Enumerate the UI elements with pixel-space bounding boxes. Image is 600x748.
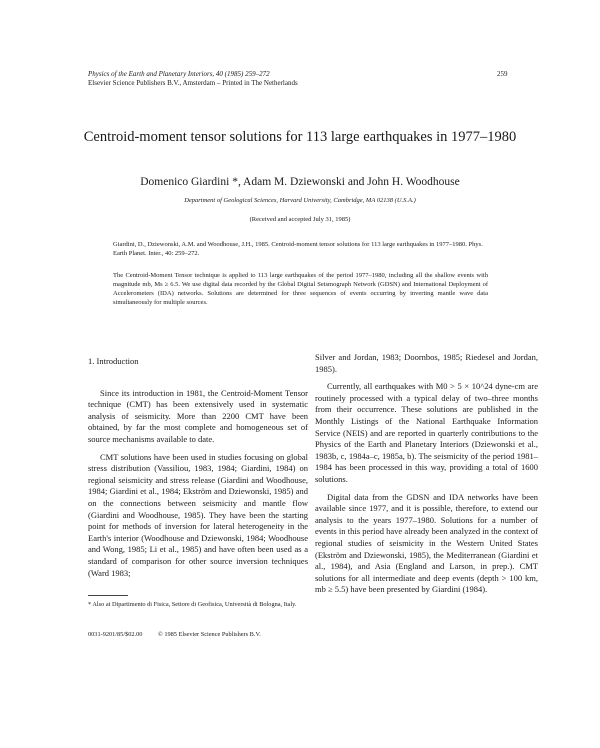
- reference-citation: Giardini, D., Dziewonski, A.M. and Woodhouse, J.H., 1985. Centroid-moment tensor solutions for 113 large earthquakes in 1977–1980. Phys. Earth Planet. Inter., 40: 259–272.: [113, 241, 483, 257]
- footnote: * Also at Dipartimento di Fisica, Settore di Geofisica, Università di Bologna, Italy.: [88, 601, 297, 608]
- abstract: The Centroid-Moment Tensor technique is applied to 113 large earthquakes of the period 1977–1980, including all the shallow events with magnitude mb, Ms ≥ 6.5. We use digital data recorded by the Global Digital Seismograph Network (GDSN) and International Deployment of Accelerometers (IDA) networks. Solutions are determined for three sequences of events occurring by inverting mantle wave data simultaneously for multiple sources.: [113, 272, 488, 306]
- author-list: Domenico Giardini *, Adam M. Dziewonski and John H. Woodhouse: [140, 176, 460, 188]
- left-column: [88, 356, 308, 585]
- copyright-line: [88, 630, 303, 639]
- publisher-line: Elsevier Science Publishers B.V., Amsterdam – Printed in The Netherlands: [88, 79, 298, 87]
- body-paragraph: Currently, all earthquakes with M0 > 5 × 10^24 dyne-cm are routinely processed with a typical delay of two–three months from their occurrence. These solutions are published in the Monthly Listings of the National Earthquake Information Service (NEIS) and are reported in quarterly contributions to the Physics of the Earth and Planetary Interiors (Dziewonski et al., 1983b, c, 1984a–c, 1985a, b). The seismicity of the period 1981–1984 has been processed in this way, providing a total of 1600 solutions.: [315, 381, 538, 484]
- paper-title: Centroid-moment tensor solutions for 113 large earthquakes in 1977–1980: [83, 129, 517, 145]
- footnote-divider: [88, 595, 128, 596]
- received-date: (Received and accepted July 31, 1985): [249, 216, 351, 223]
- section-heading: 1. Introduction: [88, 356, 139, 366]
- author-affiliation: Department of Geological Sciences, Harvard University, Cambridge, MA 02138 (U.S.A.): [184, 197, 416, 204]
- journal-citation-line: Physics of the Earth and Planetary Interiors, 40 (1985) 259–272: [88, 70, 270, 78]
- body-paragraph: Since its introduction in 1981, the Centroid-Moment Tensor technique (CMT) has been extensively used in systematic analysis of seismicity. More than 2200 CMT have been obtained, by far the most complete and homogeneous set of source mechanisms available to date.: [88, 387, 308, 444]
- body-paragraph: CMT solutions have been used in studies focusing on global stress distribution (Vassiliou, 1983, 1984; Giardini, 1984) on regional seismicity and stress release (Giardini and Woodhouse, 1984; Giardini et al., 1984; Ekström and Dziewonski, 1985) and on the connections between seismicity and mantle flow (Giardini and Woodhouse, 1985). They have been the starting point for methods of inversion for lateral heterogeneity in the Earth's interior (Woodhouse and Dziewonski, 1984; Woodhouse and Wong, 1985; Li et al., 1985) and have often been used as a standard of comparison for other source inversion techniques (Ward 1983;: [88, 451, 308, 578]
- right-column: [315, 352, 538, 602]
- page-number: 259: [497, 70, 508, 78]
- body-paragraph: Silver and Jordan, 1983; Doornbos, 1985; Riedesel and Jordan, 1985).: [315, 352, 538, 374]
- journal-header: [88, 70, 508, 88]
- body-paragraph: Digital data from the GDSN and IDA networks have been available since 1977, and it is possible, therefore, to extend our analysis to the years 1977–1980. Solutions for a number of events in this period have already been analyzed in the context of regional studies of seismicity in the Western United States (Ekström and Dziewonski, 1985), the Mediterranean (Giardini et al., 1984), and Asia (England and Larson, in prep.). CMT solutions for all intermediate and deep events (depth > 100 km, mb ≥ 5.5) have been presented by Giardini (1984).: [315, 491, 538, 595]
- copyright-notice: © 1985 Elsevier Science Publishers B.V.: [157, 631, 261, 638]
- issn: 0031-9201/85/$02.00: [88, 631, 143, 638]
